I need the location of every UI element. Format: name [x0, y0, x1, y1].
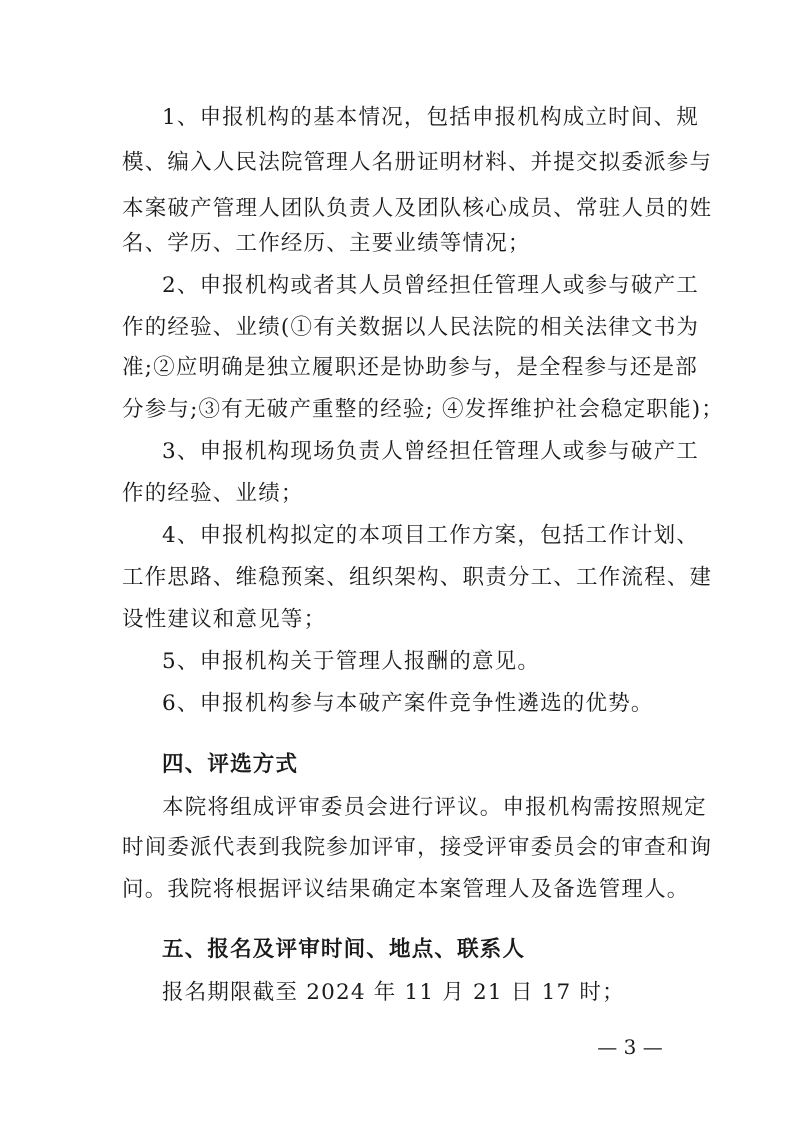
- paragraph-line: 时间委派代表到我院参加评审，接受评审委员会的审查和询: [122, 835, 713, 860]
- paragraph-line: 问。我院将根据评议结果确定本案管理人及备选管理人。: [122, 877, 690, 902]
- paragraph-line: 工作思路、维稳预案、组织架构、职责分工、工作流程、建: [122, 565, 713, 590]
- paragraph-line: 2、申报机构或者其人员曾经担任管理人或参与破产工: [162, 273, 699, 298]
- paragraph-line: 分参与;③有无破产重整的经验; ④发挥维护社会稳定职能)；: [122, 397, 725, 422]
- paragraph-line: 4、申报机构拟定的本项目工作方案，包括工作计划、: [162, 523, 699, 548]
- paragraph-line: 6、申报机构参与本破产案件竞争性遴选的优势。: [162, 691, 654, 716]
- paragraph-line: 作的经验、业绩；: [122, 481, 304, 506]
- page-number: — 3 —: [597, 1035, 663, 1059]
- paragraph-line: 5、申报机构关于管理人报酬的意见。: [162, 649, 541, 674]
- paragraph-line: 准;②应明确是独立履职还是协助参与，是全程参与还是部: [122, 355, 698, 380]
- paragraph-line: 3、申报机构现场负责人曾经担任管理人或参与破产工: [162, 439, 699, 464]
- paragraph-line: 设性建议和意见等；: [122, 607, 327, 632]
- paragraph-line: 本案破产管理人团队负责人及团队核心成员、常驻人员的姓: [122, 196, 713, 221]
- paragraph-line: 名、学历、工作经历、主要业绩等情况；: [122, 231, 531, 256]
- paragraph-line: 作的经验、业绩(①有关数据以人民法院的相关法律文书为: [122, 315, 700, 340]
- section-heading: 四、评选方式: [162, 752, 299, 777]
- paragraph-line: 本院将组成评审委员会进行评议。申报机构需按照规定: [162, 795, 707, 820]
- paragraph-line: 模、编入人民法院管理人名册证明材料、并提交拟委派参与: [122, 150, 713, 175]
- paragraph-line: 1、申报机构的基本情况，包括申报机构成立时间、规: [162, 105, 699, 130]
- paragraph-line: 报名期限截至 2024 年 11 月 21 日 17 时；: [162, 980, 625, 1005]
- section-heading: 五、报名及评审时间、地点、联系人: [162, 937, 526, 962]
